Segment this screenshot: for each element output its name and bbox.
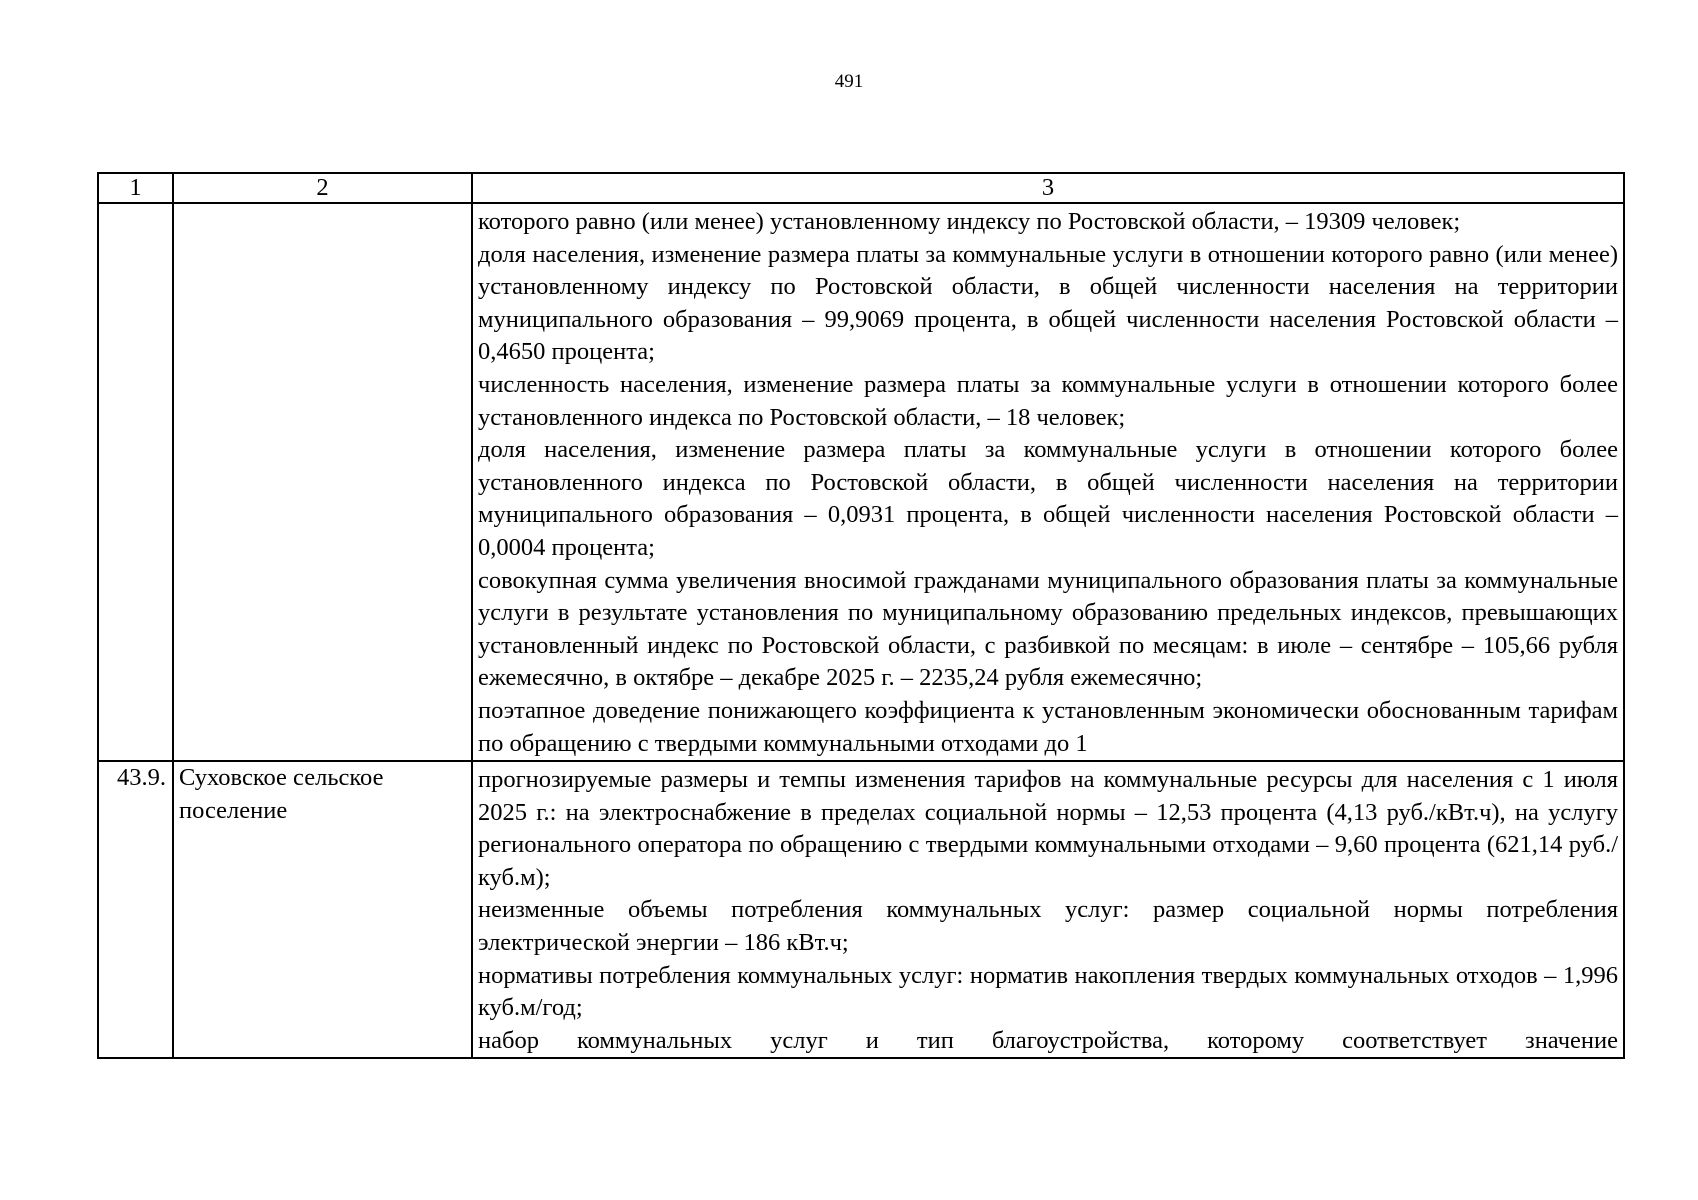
text-paragraph: набор коммунальных услуг и тип благоустройства, которому соответствует значение bbox=[478, 1026, 1618, 1054]
text-paragraph: которого равно (или менее) установленному индексу по Ростовской области, – 19309 человек; bbox=[478, 208, 1461, 235]
settlement-name: Суховское сельское поселение bbox=[173, 761, 472, 1058]
settlement-name bbox=[173, 203, 472, 761]
text-paragraph: нормативы потребления коммунальных услуг: норматив накопления твердых коммунальных отходов – 1,996 куб.м/год; bbox=[478, 961, 1618, 1022]
text-paragraph: численность населения, изменение размера платы за коммунальные услуги в отношении которого более установленного индекса по Ростовской области, – 18 человек; bbox=[478, 370, 1618, 431]
table-row bbox=[98, 203, 1624, 761]
column-header-2: 2 bbox=[173, 173, 472, 203]
text-paragraph: прогнозируемые размеры и темпы изменения тарифов на коммунальные ресурсы для населения с 1 июля 2025 г.: на электроснабжение в пределах социальной нормы – 12,53 процента (4,13 руб./кВт.ч), на услугу регионального оператора по обращению с твердыми коммунальными отходами – 9,60 процента (621,14 руб./куб.м); bbox=[478, 766, 1618, 891]
text-paragraph: доля населения, изменение размера платы за коммунальные услуги в отношении которого равно (или менее) установленному индексу по Ростовской области, в общей численности населения на территории муниципального образования – 99,9069 процента, в общей численности населения Ростовской области – 0,4650 процента; bbox=[478, 240, 1618, 366]
row-number bbox=[98, 203, 173, 761]
document-table bbox=[97, 172, 1625, 1059]
text-paragraph: совокупная сумма увеличения вносимой гражданами муниципального образования платы за коммунальные услуги в результате установления по муниципальному образованию предельных индексов, превышающих установленный индекс по Ростовской области, с разбивкой по месяцам: в июле – сентябре – 105,66 рубля ежемесячно, в октябре – декабре 2025 г. – 2235,24 рубля ежемесячно; bbox=[478, 566, 1618, 692]
text-paragraph: неизменные объемы потребления коммунальных услуг: размер социальной нормы потребления электрической энергии – 186 кВт.ч; bbox=[478, 896, 1618, 957]
column-header-1: 1 bbox=[98, 173, 173, 203]
table-header-row bbox=[98, 173, 1624, 203]
page-number: 491 bbox=[834, 71, 864, 92]
column-header-3: 3 bbox=[472, 173, 1624, 203]
row-text bbox=[472, 203, 1624, 761]
text-paragraph: доля населения, изменение размера платы за коммунальные услуги в отношении которого более установленного индекса по Ростовской области, в общей численности населения на территории муниципального образования – 0,0931 процента, в общей численности населения Ростовской области – 0,0004 процента; bbox=[478, 436, 1618, 561]
text-paragraph: поэтапное доведение понижающего коэффициента к установленным экономически обоснованным тарифам по обращению с твердыми коммунальными отходами до 1 bbox=[478, 696, 1618, 757]
table-row bbox=[98, 761, 1624, 1058]
row-number: 43.9. bbox=[98, 761, 173, 1058]
row-text bbox=[472, 761, 1624, 1058]
